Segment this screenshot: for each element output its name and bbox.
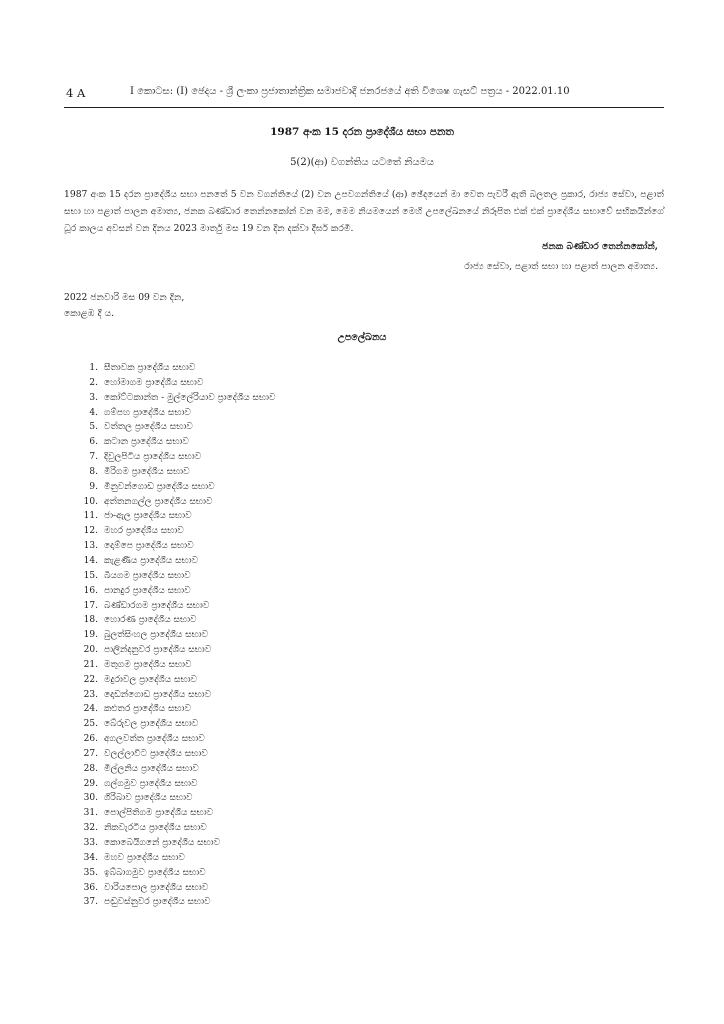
list-item [74, 851, 474, 866]
list-item-name: කළුතර ප්‍රාදේශීය සභාව [104, 704, 191, 715]
list-item-name: පානදුර ප්‍රාදේශීය සභාව [104, 585, 191, 596]
list-item-number: 27. [83, 748, 98, 759]
list-item-number: 33. [83, 838, 98, 848]
list-item-name: බණ්ඩාරගම ප්‍රාදේශීය සභාව [104, 600, 210, 611]
list-item-name: වලල්ලාවිට ප්‍රාදේශීය සභාව [104, 748, 208, 759]
list-item-number: 37. [83, 897, 98, 908]
list-item-name: සීතාවක ප්‍රාදේශීය සභාව [104, 363, 196, 373]
list-item-name: මහර ප්‍රාදේශීය සභාව [104, 526, 184, 537]
list-item-name: පාලින්දනුවර ප්‍රාදේශීය සභාව [104, 645, 212, 656]
list-item-number: 28. [83, 763, 98, 774]
list-item [74, 688, 474, 703]
signatory-designation: රාජ්‍ය සේවා, පළාත් සභා හා පළාත් පාලන අමාත්‍ය. [464, 261, 658, 272]
list-item-number: 9. [89, 481, 98, 492]
list-item [74, 881, 474, 896]
list-item [74, 717, 474, 732]
list-item [74, 777, 474, 792]
schedule-list [74, 361, 474, 910]
list-item-name: කෝට්ටකාන්ත - මුල්ලේරියාව ප්‍රාදේශීය සභාව [104, 392, 276, 403]
list-item-number: 36. [83, 882, 98, 893]
list-item-name: මිල්ලනිය ප්‍රාදේශීය සභාව [104, 763, 199, 774]
list-item-name: ගම්පහ ප්‍රාදේශීය සභාව [104, 407, 191, 418]
list-item-number: 25. [83, 719, 98, 730]
list-item [74, 643, 474, 658]
list-item-name: දොඩන්ගොඩ ප්‍රාදේශීය සභාව [104, 689, 212, 700]
place-line: කොළඹ දී ය. [64, 308, 115, 319]
date-line: 2022 ජනවාරි මස 09 වන දින, [64, 292, 185, 303]
list-item [74, 613, 474, 628]
list-item-name: මතුගම ප්‍රාදේශීය සභාව [104, 659, 192, 670]
list-item [74, 673, 474, 688]
list-item-name: දොම්පෙ ප්‍රාදේශීය සභාව [104, 541, 194, 552]
list-item-name: බියගම ප්‍රාදේශීය සභාව [104, 570, 191, 581]
list-item-number: 10. [83, 496, 98, 507]
list-item [74, 658, 474, 673]
list-item-number: 18. [83, 615, 98, 626]
list-item-name: ගල්ගමුව ප්‍රාදේශීය සභාව [104, 778, 198, 789]
list-item-name: කටාන ප්‍රාදේශීය සභාව [104, 437, 189, 448]
list-item-name: මහව ප්‍රාදේශීය සභාව [104, 852, 185, 863]
list-item [74, 836, 474, 851]
list-item-name: හෝමාගම ප්‍රාදේශීය සභාව [104, 377, 204, 388]
list-item-number: 5. [89, 422, 98, 433]
list-item [74, 554, 474, 569]
list-item [74, 435, 474, 450]
list-item-name: දිවුලපිටිය ප්‍රාදේශීය සභාව [104, 452, 202, 463]
list-item-number: 13. [83, 541, 98, 552]
list-item-number: 4. [89, 407, 98, 418]
list-item-number: 6. [89, 437, 98, 448]
list-item [74, 376, 474, 391]
list-item [74, 465, 474, 480]
list-item-number: 12. [83, 526, 98, 537]
list-item-number: 30. [83, 793, 98, 804]
order-title: 5(2)(ආ) වගන්තිය යටතේ නියමය [290, 157, 434, 168]
list-item [74, 391, 474, 406]
list-item [74, 806, 474, 821]
list-item-number: 35. [83, 867, 98, 878]
list-item [74, 420, 474, 435]
page-number: 4 A [66, 86, 86, 100]
list-item [74, 569, 474, 584]
list-item [74, 495, 474, 510]
list-item-name: ඉබ්බාගමුව ප්‍රාදේශීය සභාව [104, 867, 206, 878]
list-item [74, 509, 474, 524]
list-item-number: 16. [83, 585, 98, 596]
list-item-name: නිකවැරටිය ප්‍රාදේශීය සභාව [104, 823, 207, 834]
list-item-number: 22. [83, 674, 98, 685]
list-item-number: 20. [83, 645, 98, 656]
list-item [74, 524, 474, 539]
list-item-name: බුලත්සිංහල ප්‍රාදේශීය සභාව [104, 630, 209, 641]
schedule-title: උපලේඛනය [337, 332, 387, 343]
list-item-name: මිනුවන්ගොඩ ප්‍රාදේශීය සභාව [104, 481, 215, 492]
list-item [74, 406, 474, 421]
list-item-number: 26. [83, 734, 98, 745]
list-item-name: බේරුවල ප්‍රාදේශීය සභාව [104, 719, 199, 730]
list-item-number: 14. [83, 555, 98, 566]
list-item-number: 24. [83, 704, 98, 715]
list-item-number: 11. [83, 511, 98, 522]
list-item-name: පොල්පිතිගම ප්‍රාදේශීය සභාව [104, 808, 214, 819]
list-item-number: 17. [83, 600, 98, 611]
list-item [74, 732, 474, 747]
list-item [74, 791, 474, 806]
list-item [74, 599, 474, 614]
list-item [74, 747, 474, 762]
list-item-number: 34. [83, 852, 98, 863]
list-item-number: 15. [83, 570, 98, 581]
list-item-name: අගලවත්ත ප්‍රාදේශීය සභාව [104, 734, 205, 745]
list-item-name: ජා-ඇල ප්‍රාදේශීය සභාව [104, 511, 192, 522]
list-item [74, 584, 474, 599]
list-item-number: 31. [83, 808, 98, 819]
list-item [74, 361, 474, 376]
list-item-name: හොරණ ප්‍රාදේශීය සභාව [104, 615, 197, 626]
list-item [74, 450, 474, 465]
list-item [74, 480, 474, 495]
list-item [74, 821, 474, 836]
header-title: I කොටස: (I) ඡෙදය - ශ්‍රී ලංකා ප්‍රජාතාන්ත්‍රික සමාජවාදී ජනරජයේ අති විශෙෂ ගැසට් පත්‍රය - 2022.01.10 [130, 86, 570, 97]
list-item-number: 3. [89, 392, 98, 403]
header-divider [64, 107, 664, 108]
list-item [74, 539, 474, 554]
list-item [74, 762, 474, 777]
list-item [74, 866, 474, 881]
list-item-name: වාරියපොල ප්‍රාදේශීය සභාව [104, 882, 209, 893]
list-item-number: 1. [89, 363, 98, 373]
list-item-name: කැළණිය ප්‍රාදේශීය සභාව [104, 555, 199, 566]
list-item-number: 8. [89, 466, 98, 477]
list-item-name: වත්තල ප්‍රාදේශීය සභාව [104, 422, 193, 433]
list-item-number: 29. [83, 778, 98, 789]
list-item-name: මීරිගම ප්‍රාදේශීය සභාව [104, 466, 190, 477]
list-item-name: ගිරිබාව ප්‍රාදේශීය සභාව [104, 793, 193, 804]
list-item-name: මදුරාවල ප්‍රාදේශීය සභාව [104, 674, 197, 685]
list-item-number: 23. [83, 689, 98, 700]
list-item-number: 21. [83, 659, 98, 670]
list-item-name: පඬුවස්නුවර ප්‍රාදේශීය සභාව [104, 897, 211, 908]
list-item-number: 19. [83, 630, 98, 641]
list-item [74, 702, 474, 717]
list-item-name: අත්තනගල්ල ප්‍රාදේශීය සභාව [104, 496, 213, 507]
order-paragraph: 1987 අංක 15 දරන ප්‍රාදේශීය සභා පනතේ 5 වන වගන්තියේ (2) වන උපවගන්තියේ (ආ) ඡේදයෙන් මා වෙත පැවරී ඇති බලතල ප්‍රකාර, රාජ්‍ය සේවා, පළාත් සභා හා පළාත් පාලන අමාත්‍ය, ජනක බණ්ඩාර තෙන්නකෝන් වන මම, මෙම නියමයෙන් මෙහි උපලේඛනයේ නිරූපිත එක් එක් ප්‍රාදේශීය සභාවේ සභිකයින්ගේ ධූර කාලය අවසන් වන දිනය 2023 මාර්තු මස 19 වන දින දක්වා දීර්ඝ කරමි. [64, 189, 664, 234]
list-item-number: 2. [89, 377, 98, 388]
list-item [74, 895, 474, 910]
list-item [74, 628, 474, 643]
list-item-number: 7. [89, 452, 98, 463]
signatory-name: ජනක බණ්ඩාර තෙන්නකෝන්, [542, 241, 658, 252]
list-item-number: 32. [83, 823, 98, 834]
act-title: 1987 අංක 15 දරන ප්‍රාදේශීය සභා පනත [270, 126, 454, 138]
list-item-name: කොබෙයිගනේ ප්‍රාදේශීය සභාව [104, 838, 221, 848]
